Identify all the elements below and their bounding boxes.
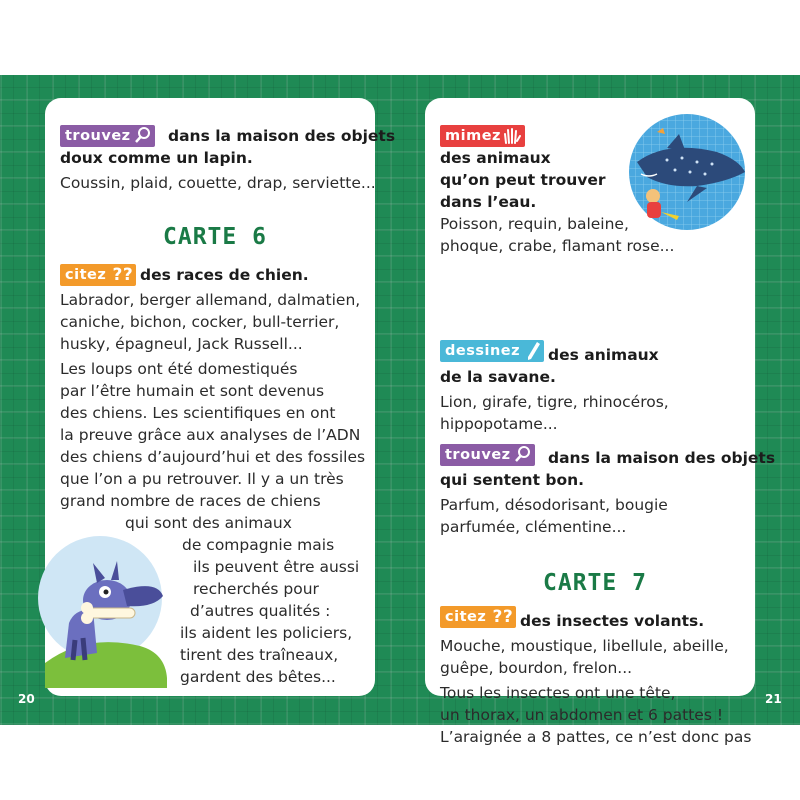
magnifier-icon (514, 445, 532, 464)
paragraph-line: des chiens. Les scientifiques en ont (60, 404, 336, 422)
green-background (0, 75, 800, 746)
question-marks-icon: ?? (112, 265, 134, 285)
paragraph-line: recherchés pour (193, 580, 319, 598)
page-number-right: 21 (765, 692, 782, 706)
answer-line: phoque, crabe, flamant rose... (440, 237, 675, 255)
tag-dessinez: dessinez (440, 340, 544, 362)
tag-trouvez: trouvez (60, 125, 155, 147)
answer-line: guêpe, bourdon, frelon... (440, 659, 633, 677)
magnifier-icon (134, 126, 152, 145)
answer-line: Poisson, requin, baleine, (440, 215, 629, 233)
prompt-line: des animaux (440, 149, 551, 167)
answer-line: Mouche, moustique, libellule, abeille, (440, 637, 729, 655)
answer-line: Parfum, désodorisant, bougie (440, 496, 668, 514)
tag-citez: citez ?? (440, 606, 516, 628)
card-title: CARTE 7 (543, 570, 647, 596)
paragraph-line: tirent des traîneaux, (180, 646, 339, 664)
tag-trouvez: trouvez (440, 444, 535, 466)
answer-line: Lion, girafe, tigre, rhinocéros, (440, 393, 669, 411)
prompt-line: qui sentent bon. (440, 471, 585, 489)
prompt-line: doux comme un lapin. (60, 149, 253, 167)
prompt-line: des animaux (548, 346, 659, 364)
tag-citez: citez ?? (60, 264, 136, 286)
prompt-line: dans la maison des objets (548, 449, 776, 467)
paragraph-line: grand nombre de races de chiens (60, 492, 321, 510)
answer-line: caniche, bichon, cocker, bull-terrier, (60, 313, 340, 331)
paragraph-line: gardent des bêtes... (180, 668, 336, 686)
card-left (45, 98, 396, 696)
prompt-line: des insectes volants. (520, 612, 705, 630)
paragraph-line: Les loups ont été domestiqués (60, 360, 298, 378)
prompt-line: dans la maison des objets (168, 127, 396, 145)
paragraph-line: ils peuvent être aussi (193, 558, 360, 576)
answer-line: husky, épagneul, Jack Russell... (60, 335, 303, 353)
paragraph-line: un thorax, un abdomen et 6 pattes ! (440, 706, 724, 724)
question-marks-icon: ?? (492, 607, 514, 627)
paragraph-line: de compagnie mais (182, 536, 335, 554)
prompt-line: dans l’eau. (440, 193, 537, 211)
card-title: CARTE 6 (163, 224, 267, 250)
paragraph-line: des chiens d’aujourd’hui et des fossiles (60, 448, 366, 466)
prompt-line: qu’on peut trouver (440, 171, 606, 189)
answer-line: Labrador, berger allemand, dalmatien, (60, 291, 361, 309)
tag-mimez: mimez (440, 125, 525, 147)
hand-icon (502, 126, 522, 145)
prompt-line: de la savane. (440, 368, 556, 386)
whale-shark-illustration (627, 112, 747, 232)
paragraph-line: ils aident les policiers, (180, 624, 353, 642)
paragraph-line: que l’on a pu retrouver. Il y a un très (60, 470, 344, 488)
pencil-icon (527, 341, 541, 361)
paragraph-line: Tous les insectes ont une tête, (440, 684, 676, 702)
paragraph-line: d’autres qualités : (190, 602, 331, 620)
paragraph-line: L’araignée a 8 pattes, ce n’est donc pas (440, 728, 752, 746)
dog-illustration (45, 528, 170, 688)
prompt-line: des races de chien. (140, 266, 309, 284)
answer-line: parfumée, clémentine... (440, 518, 627, 536)
page-number-left: 20 (18, 692, 35, 706)
answer-line: hippopotame... (440, 415, 558, 433)
paragraph-line: qui sont des animaux (125, 514, 292, 532)
answer-line: Coussin, plaid, couette, drap, serviette... (60, 174, 376, 192)
paragraph-line: la preuve grâce aux analyses de l’ADN (60, 426, 361, 444)
paragraph-line: par l’être humain et sont devenus (60, 382, 325, 400)
